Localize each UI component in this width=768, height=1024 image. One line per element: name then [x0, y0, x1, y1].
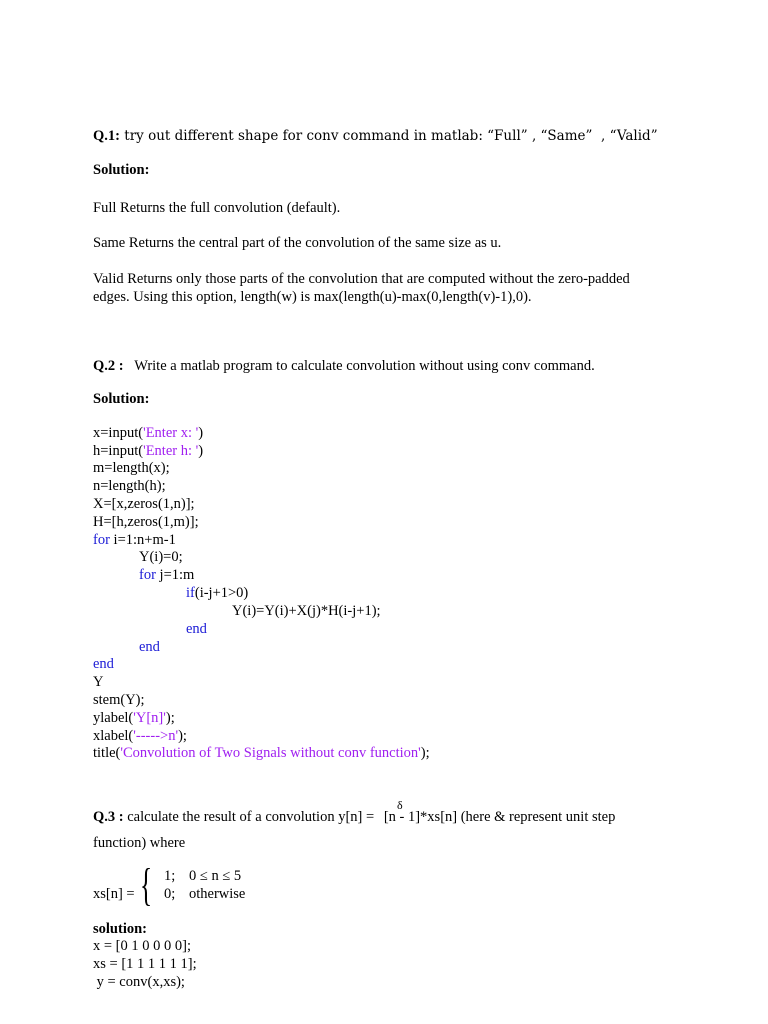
- code-text: ): [198, 425, 204, 441]
- q2-question: [93, 357, 595, 375]
- code-text: );: [178, 728, 187, 744]
- code-line: Y(i)=0;: [139, 549, 183, 565]
- q1-text: try out different shape for conv command in matlab: “Full” , “Same” , “Valid”: [119, 128, 658, 144]
- q3-text-a: calculate the result of a convolution y[n] =: [123, 809, 378, 825]
- code-line: [93, 709, 175, 727]
- case1-condition: 0 ≤ n ≤ 5: [189, 868, 242, 884]
- case2-value: 0;: [164, 886, 176, 902]
- q1-valid-line2: edges. Using this option, length(w) is max(length(u)-max(0,length(v)-1),0).: [93, 289, 532, 305]
- q2-text: Write a matlab program to calculate convolution without using conv command.: [123, 358, 595, 374]
- q3-text-c: function) where: [93, 835, 186, 851]
- code-keyword: for: [93, 532, 110, 548]
- q3-solution-label: solution:: [93, 921, 147, 937]
- code-text: (i-j+1>0): [194, 585, 249, 601]
- code-line: [93, 727, 187, 745]
- code-text: );: [420, 745, 430, 761]
- code-line: [93, 744, 430, 762]
- q1-same: Same Returns the central part of the convolution of the same size as u.: [93, 235, 502, 251]
- code-keyword: end: [186, 621, 207, 637]
- q3-label: Q.3 :: [93, 809, 124, 825]
- code-line: Y(i)=Y(i)+X(j)*H(i-j+1);: [232, 603, 381, 619]
- code-line: H=[h,zeros(1,m)];: [93, 514, 199, 530]
- code-line: x = [0 1 0 0 0 0];: [93, 938, 191, 954]
- code-line: Y: [93, 674, 104, 690]
- code-keyword: end: [139, 639, 160, 655]
- code-string: 'Enter x: ': [143, 425, 199, 441]
- code-line: y = conv(x,xs);: [93, 974, 185, 990]
- q1-full: Full Returns the full convolution (default).: [93, 200, 341, 216]
- code-line: stem(Y);: [93, 692, 145, 708]
- code-line: xs = [1 1 1 1 1 1];: [93, 956, 197, 972]
- code-text: x=input(: [93, 425, 144, 441]
- code-string: 'Enter h: ': [143, 443, 199, 459]
- code-text: i=1:n+m-1: [109, 532, 176, 548]
- delta-symbol: δ: [397, 798, 403, 812]
- q1-question: [93, 127, 658, 145]
- q2-label: Q.2 :: [93, 358, 124, 374]
- case2-condition: otherwise: [189, 886, 246, 902]
- code-text: h=input(: [93, 443, 144, 459]
- case1-value: 1;: [164, 868, 176, 884]
- code-keyword: if: [186, 585, 195, 601]
- q1-valid-line1: Valid Returns only those parts of the convolution that are computed without the zero-padded: [93, 271, 630, 287]
- code-string: 'Y[n]': [133, 710, 166, 726]
- piecewise-brace: {: [140, 859, 153, 910]
- code-text: ylabel(: [93, 710, 134, 726]
- code-text: xlabel(: [93, 728, 134, 744]
- code-line: [93, 424, 203, 442]
- code-text: );: [165, 710, 175, 726]
- code-line: [186, 584, 248, 602]
- q1-solution-label: Solution:: [93, 162, 150, 178]
- code-keyword: end: [93, 656, 114, 672]
- code-line: X=[x,zeros(1,n)];: [93, 496, 195, 512]
- code-string: 'Convolution of Two Signals without conv function': [120, 745, 421, 761]
- q3-text-b: [n - 1]*xs[n] (here & represent unit step: [383, 809, 616, 825]
- code-text: ): [198, 443, 204, 459]
- code-string: '----->n': [133, 728, 179, 744]
- xs-lhs: xs[n] =: [93, 886, 135, 902]
- q2-solution-label: Solution:: [93, 391, 150, 407]
- code-text: title(: [93, 745, 121, 761]
- code-line: n=length(h);: [93, 478, 166, 494]
- code-line: [139, 566, 194, 584]
- code-keyword: for: [139, 567, 156, 583]
- q3-question: [93, 808, 615, 826]
- code-line: m=length(x);: [93, 460, 170, 476]
- q1-label: Q.1:: [93, 128, 120, 144]
- code-line: [93, 531, 176, 549]
- code-line: [93, 442, 203, 460]
- code-text: j=1:m: [155, 567, 195, 583]
